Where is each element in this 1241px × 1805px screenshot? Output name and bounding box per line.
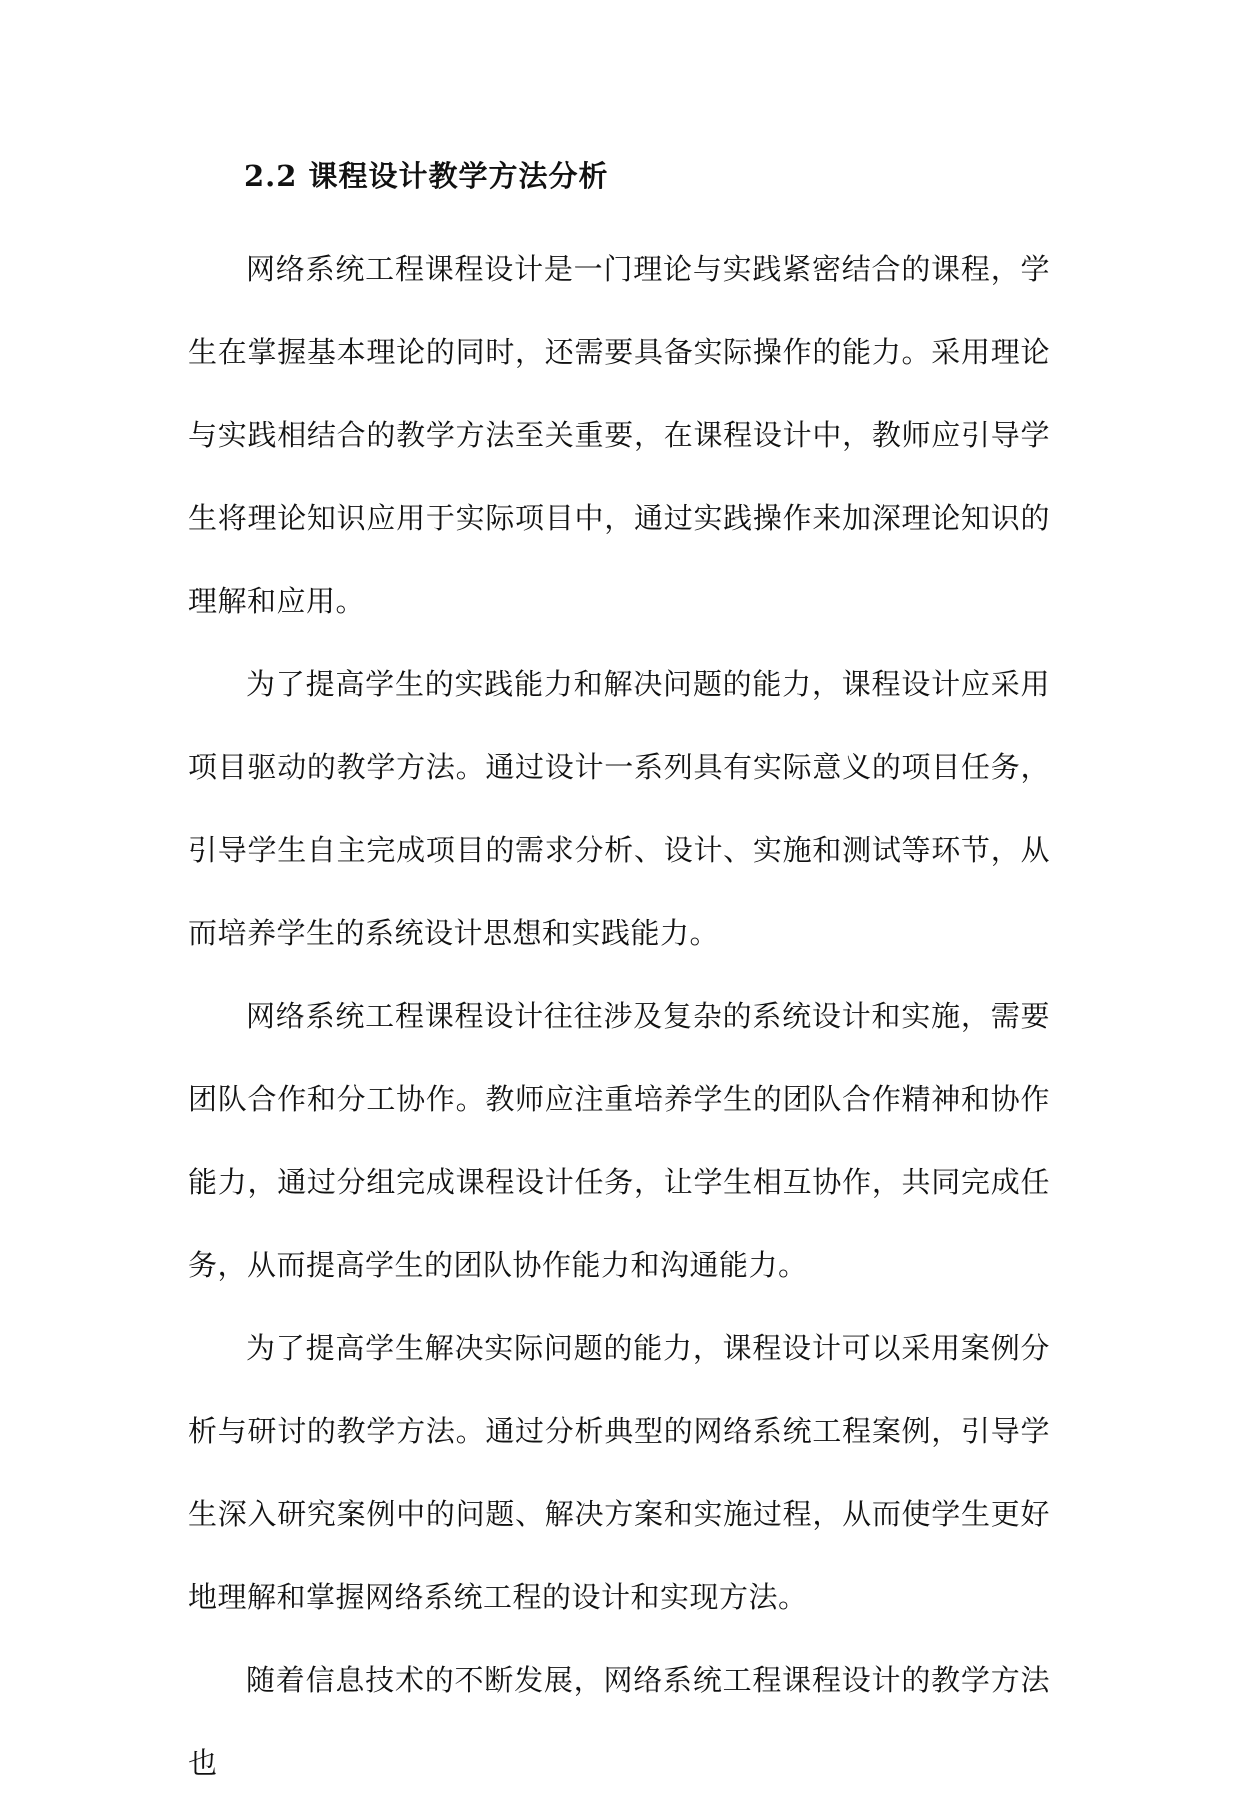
paragraph-3: 网络系统工程课程设计往往涉及复杂的系统设计和实施，需要团队合作和分工协作。教师应注重培养学生的团队合作精神和协作能力，通过分组完成课程设计任务，让学生相互协作，共同完成任务，从而提高学生的团队协作能力和沟通能力。 bbox=[188, 999, 1050, 1282]
paragraph-4: 为了提高学生解决实际问题的能力，课程设计可以采用案例分析与研讨的教学方法。通过分析典型的网络系统工程案例，引导学生深入研究案例中的问题、解决方案和实施过程，从而使学生更好地理解和掌握网络系统工程的设计和实现方法。 bbox=[188, 1331, 1050, 1614]
paragraph-5: 随着信息技术的不断发展，网络系统工程课程设计的教学方法也 bbox=[188, 1663, 1050, 1780]
section-title: 2.2 课程设计教学方法分析 bbox=[244, 159, 609, 193]
paragraph-1: 网络系统工程课程设计是一门理论与实践紧密结合的课程，学生在掌握基本理论的同时，还需要具备实际操作的能力。采用理论与实践相结合的教学方法至关重要，在课程设计中，教师应引导学生将理论知识应用于实际项目中，通过实践操作来加深理论知识的理解和应用。 bbox=[188, 252, 1050, 618]
document-body bbox=[188, 148, 1050, 1805]
paragraph-2: 为了提高学生的实践能力和解决问题的能力，课程设计应采用项目驱动的教学方法。通过设计一系列具有实际意义的项目任务，引导学生自主完成项目的需求分析、设计、实施和测试等环节，从而培养学生的系统设计思想和实践能力。 bbox=[188, 667, 1050, 950]
